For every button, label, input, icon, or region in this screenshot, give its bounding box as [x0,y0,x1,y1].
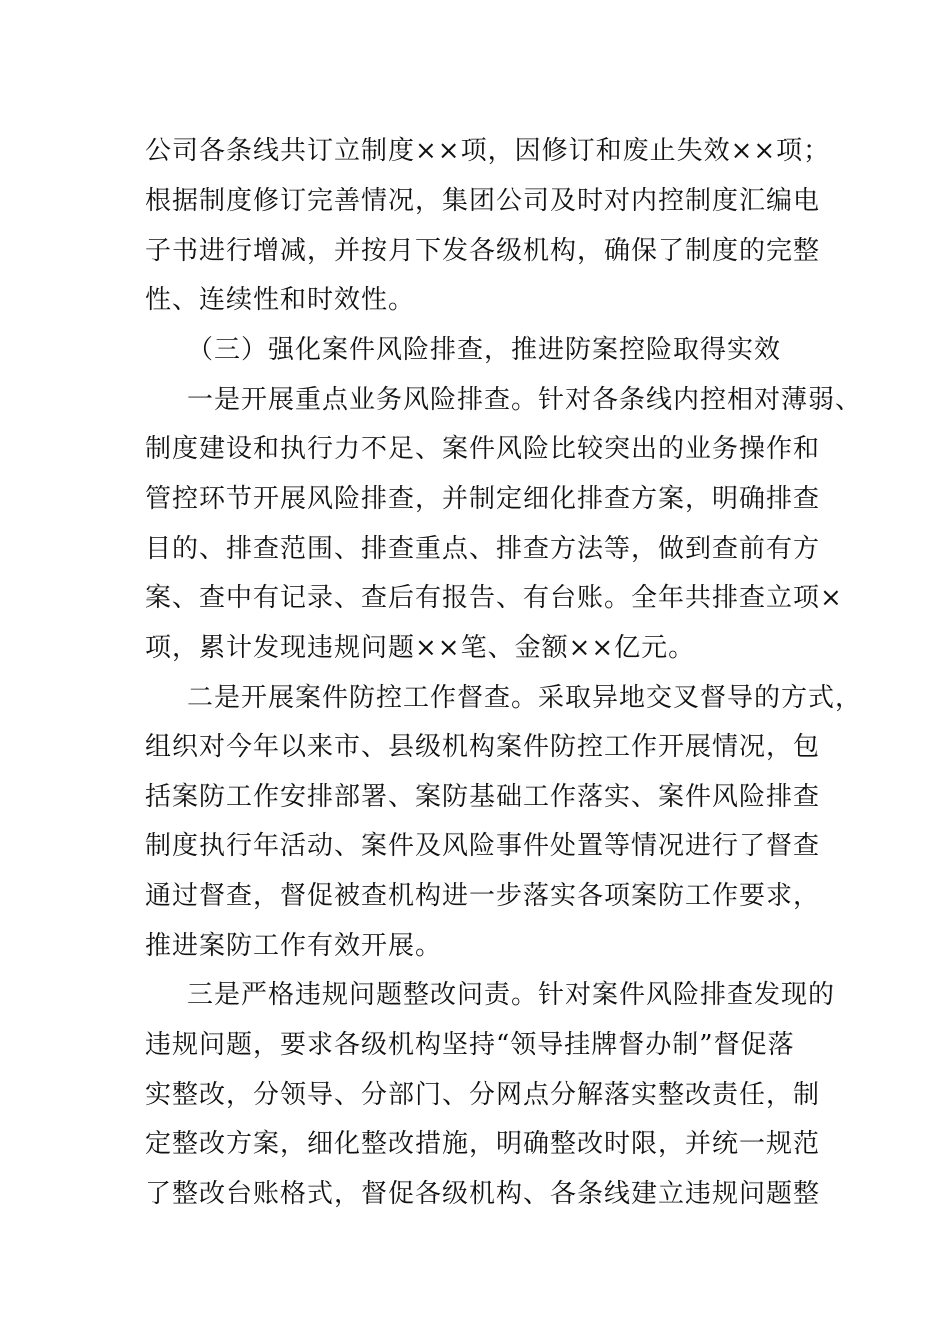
text-line-8: 管控环节开展风险排查，并制定细化排查方案，明确排查 [145,484,821,514]
text-line-17: 推进案防工作有效开展。 [145,931,443,961]
text-line-16: 通过督查，督促被查机构进一步落实各项案防工作要求， [145,881,821,911]
text-line-22: 了整改台账格式，督促各级机构、各条线建立违规问题整 [145,1179,821,1209]
text-line-3: 子书进行增减，并按月下发各级机构，确保了制度的完整 [145,236,821,266]
text-line-15: 制度执行年活动、案件及风险事件处置等情况进行了督查 [145,831,821,861]
text-line-7: 制度建设和执行力不足、案件风险比较突出的业务操作和 [145,434,821,464]
section-heading: （三）强化案件风险排查，推进防案控险取得实效 [187,335,782,365]
paragraph-3-start: 三是严格违规问题整改问责。针对案件风险排查发现的 [187,980,836,1010]
text-line-10: 案、查中有记录、查后有报告、有台账。全年共排查立项× [145,583,843,613]
text-line-1: 公司各条线共订立制度××项，因修订和废止失效××项； [145,136,831,166]
text-line-9: 目的、排查范围、排查重点、排查方法等，做到查前有方 [145,534,821,564]
text-line-20: 实整改，分领导、分部门、分网点分解落实整改责任，制 [145,1080,821,1110]
text-line-21: 定整改方案，细化整改措施，明确整改时限，并统一规范 [145,1129,821,1159]
text-line-2: 根据制度修订完善情况，集团公司及时对内控制度汇编电 [145,186,821,216]
text-line-11: 项，累计发现违规问题××笔、金额××亿元。 [145,633,696,663]
text-line-4: 性、连续性和时效性。 [145,285,416,315]
text-line-19: 违规问题，要求各级机构坚持“领导挂牌督办制”督促落 [145,1030,795,1060]
text-line-13: 组织对今年以来市、县级机构案件防控工作开展情况，包 [145,732,821,762]
paragraph-1-start: 一是开展重点业务风险排查。针对各条线内控相对薄弱、 [187,385,863,415]
text-line-14: 括案防工作安排部署、案防基础工作落实、案件风险排查 [145,782,821,812]
paragraph-2-start: 二是开展案件防控工作督查。采取异地交叉督导的方式， [187,683,863,713]
